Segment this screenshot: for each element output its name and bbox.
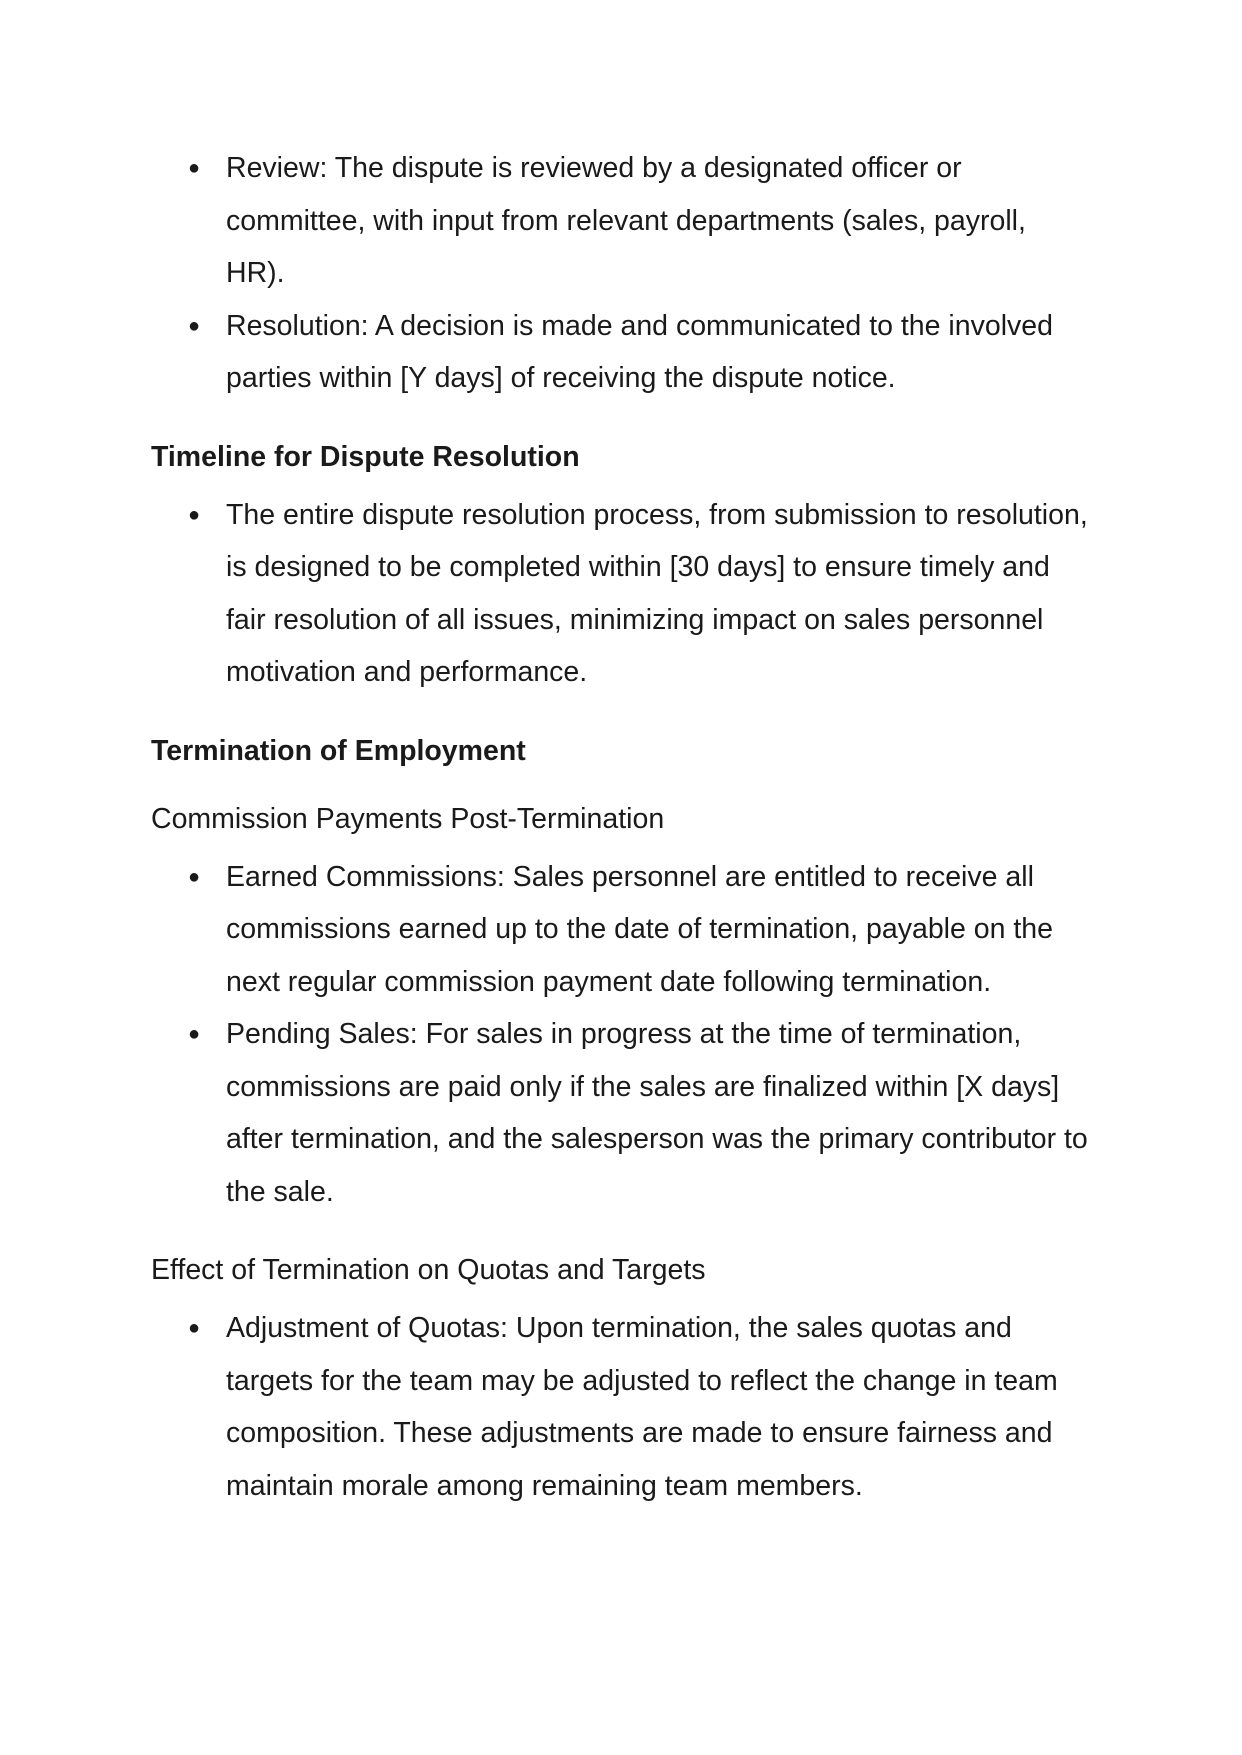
list-item (151, 1302, 1091, 1512)
bullet-icon: ● (188, 1317, 201, 1339)
subsection-heading-commission: Commission Payments Post-Termination (151, 802, 665, 835)
list-item (151, 1008, 1091, 1218)
list-item-text: Resolution: A decision is made and communicated to the involved parties within [Y days] of receiving the dispute notice. (226, 309, 1053, 394)
list-item (151, 300, 1091, 405)
bullet-icon: ● (188, 314, 201, 337)
subsection-heading-effect: Effect of Termination on Quotas and Targets (151, 1254, 706, 1286)
bullet-icon: ● (188, 157, 201, 179)
list-item-text: Pending Sales: For sales in progress at the time of termination, commissions are paid only if the sales are finalized within [X days] after termination, and the salesperson was the primary contributor to the sale. (226, 1018, 1088, 1208)
section-heading-timeline: Timeline for Dispute Resolution (151, 440, 580, 473)
list-item (151, 851, 1091, 1009)
document-page (151, 142, 1091, 1512)
section-heading-termination: Termination of Employment (151, 734, 526, 767)
list-item-text: Adjustment of Quotas: Upon termination, the sales quotas and targets for the team may be adjusted to reflect the change in team composition. These adjustments are made to ensure fairness and maintain morale among remaining team members. (226, 1312, 1058, 1502)
list-item-text: Earned Commissions: Sales personnel are entitled to receive all commissions earned up to the date of termination, payable on the next regular commission payment date following termination. (226, 860, 1054, 998)
effect-bullet-list (151, 1302, 1091, 1512)
list-item (151, 142, 1091, 300)
commission-bullet-list (151, 851, 1091, 1219)
bullet-icon: ● (188, 1023, 201, 1045)
bullet-icon: ● (188, 865, 201, 888)
list-item (151, 489, 1091, 699)
list-item-text: The entire dispute resolution process, from submission to resolution, is designed to be completed within [30 days] to ensure timely and fair resolution of all issues, minimizing impact on sales personnel motivation and performance. (226, 498, 1088, 688)
list-item-text: Review: The dispute is reviewed by a designated officer or committee, with input from relevant departments (sales, payroll, HR). (226, 152, 1026, 289)
intro-bullet-list (151, 142, 1091, 405)
bullet-icon: ● (188, 503, 201, 526)
timeline-bullet-list (151, 489, 1091, 699)
